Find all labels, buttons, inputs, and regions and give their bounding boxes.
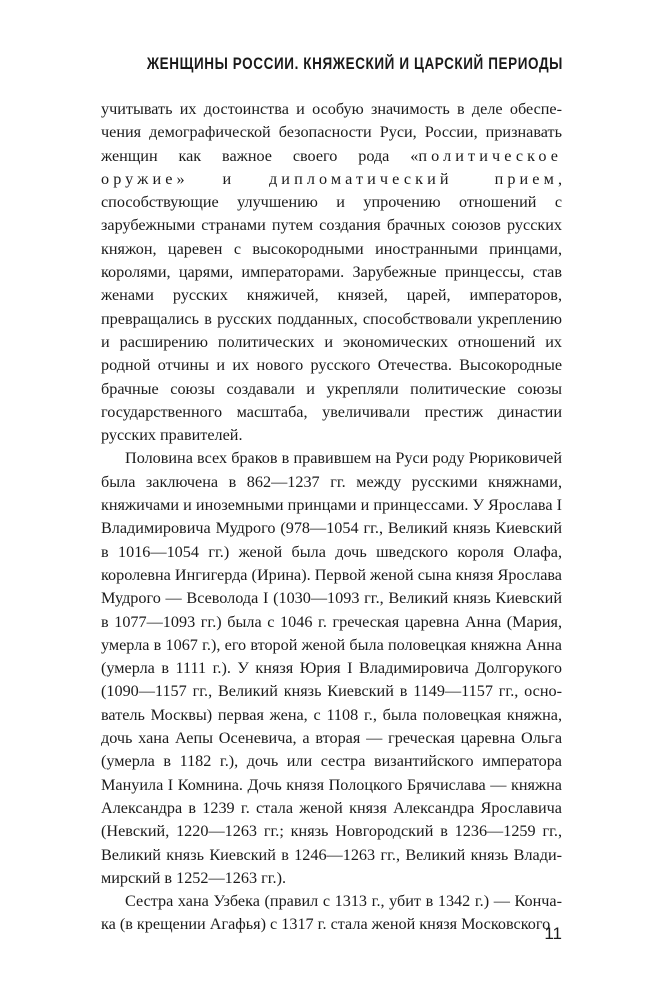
paragraph-text: , способствующие улучшению и упрочению отношений с зарубежными странами путем создания брачных союзов русских княжон, царевен с высокородными иностранными принцами, королями, царями, императорами. Зарубежные принцессы, став женами русских княжичей, князей, царей, императоров, превращались в русских подданных, способствовали укреплению и расширению политических и экономических отношений их родной отчины и их нового русского Отечества. Высокородные брачные союзы создавали и укрепляли политические союзы государственного масштаба, увеличивали престиж династии русских правителей.	[101, 169, 562, 445]
paragraph-text: учитывать их достоинства и особую значимость в деле обеспечения демографической безопасности Руси, России, признавать женщин как важное своего рода «	[101, 100, 562, 165]
spaced-phrase: политическое оружие	[101, 146, 562, 188]
body-text	[101, 98, 562, 937]
paragraph-continuation	[101, 98, 562, 447]
paragraph-text: » и	[176, 169, 269, 188]
running-head: ЖЕНЩИНЫ РОССИИ. КНЯЖЕСКИЙ И ЦАРСКИЙ ПЕРИОДЫ	[146, 54, 563, 73]
page-number: 11	[544, 924, 562, 943]
paragraph: Половина всех браков в правившем на Руси роду Рюриковичей была заключена в 862—1237 гг. между русскими княжнами, княжичами и иноземными принцами и принцессами. У Ярослава I Владимировича Мудрого (978—1054 гг., Великий князь Киевский в 1016—1054 гг.) женой была дочь шведского короля Олафа, королевна Ингигерда (Ирина). Первой женой сына князя Ярослава Мудрого — Всеволода I (1030—1093 гг., Великий князь Киевский в 1077—1093 гг.) была с 1046 г. греческая царевна Анна (Мария, умерла в 1067 г.), его второй женой была половецкая княжна Анна (умерла в 1111 г.). У князя Юрия I Владимировича Долгорукого (1090—1157 гг., Великий князь Киевский в 1149—1157 гг., основатель Москвы) первая жена, с 1108 г., была половецкая княжна, дочь хана Аепы Осеневича, а вторая — греческая царевна Ольга (умерла в 1182 г.), дочь или сестра византийского императора Мануила I Комнина. Дочь князя Полоцкого Брячислава — княжна Александра в 1239 г. стала женой князя Александра Ярославича (Невский, 1220—1263 гг.; князь Новгородский в 1236—1259 гг., Великий князь Киевский в 1246—1263 гг., Великий князь Владимирский в 1252—1263 гг.).	[101, 449, 562, 887]
paragraph: Сестра хана Узбека (правил с 1313 г., убит в 1342 г.) — Кончака (в крещении Агафья) с 1317 г. стала женой князя Московского	[101, 892, 562, 934]
spaced-phrase: дипломатический прием	[268, 169, 558, 188]
